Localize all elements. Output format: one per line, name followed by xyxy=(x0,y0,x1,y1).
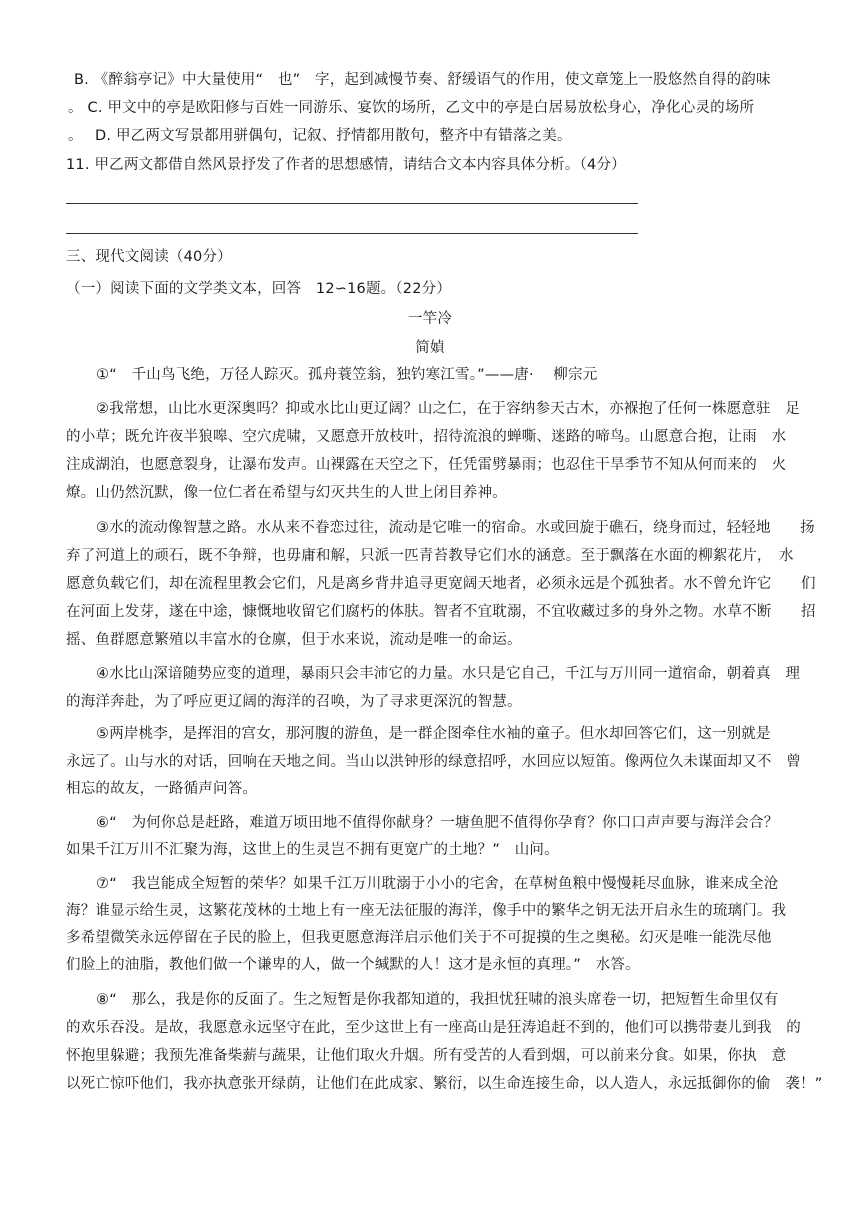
subsection-heading: （一）阅读下面的文学类文本，回答 12∽16题。（22分） xyxy=(66,281,452,297)
paragraph-4-line-1: ④水比山深谙随势应变的道理，暴雨只会丰沛它的力量。水只是它自己，千江与万川同一道宿命，朝着真 理 xyxy=(96,666,801,682)
paragraph-8-line-1: ⑧“ 那么，我是你的反面了。生之短暂是你我都知道的，我担忧狂啸的浪头席卷一切，把短暂生命里仅有 xyxy=(96,992,779,1008)
paragraph-2-line-1: ②我常想，山比水更深奥吗？抑或水比山更辽阔？山之仁，在于容纳参天古木，亦褓抱了任何一株愿意驻 足 xyxy=(96,401,801,417)
article-author: 简媜 xyxy=(415,340,445,356)
paragraph-3-line-4: 在河面上发芽，遂在中途，慷慨地收留它们腐朽的体肤。智者不宜耽溺，不宜收藏过多的身外之物。水草不断 招 xyxy=(66,604,816,620)
paragraph-5-line-2: 永远了。山与水的对话，回响在天地之间。当山以洪钟形的绿意招呼，水回应以短笛。像两位久未谋面却又不 曾 xyxy=(66,754,801,770)
paragraph-7-line-1: ⑦“ 我岂能成全短暂的荣华？如果千江万川耽溺于小小的宅舍，在草树鱼粮中慢慢耗尽血脉，谁来成全沧 xyxy=(96,876,779,892)
option-b: B. 《醉翁亭记》中大量使用“ 也” 字，起到减慢节奏、舒缓语气的作用，使文章笼上一股悠然自得的韵味 xyxy=(74,72,771,88)
option-d: 。 D. 甲乙两文写景都用骈偶句，记叙、抒情都用散句，整齐中有错落之美。 xyxy=(68,128,572,144)
paragraph-6-line-2: 如果千江万川不汇聚为海，这世上的生灵岂不拥有更宽广的土地？” 山问。 xyxy=(66,842,559,858)
paragraph-8-line-2: 的欢乐吞没。是故，我愿意永远坚守在此，至少这世上有一座高山是狂涛追赶不到的，他们可以携带妻儿到我 的 xyxy=(66,1020,801,1036)
paragraph-3-line-3: 愿意负载它们，却在流程里教会它们，凡是离乡背井追寻更宽阔天地者，必须永远是个孤独者。水不曾允许它 们 xyxy=(66,576,816,592)
paragraph-3-line-2: 弃了河道上的顽石，既不争辩，也毋庸和解，只派一匹青苔教导它们水的涵意。至于飘落在水面的柳絮花片， 水 xyxy=(66,548,794,564)
paragraph-8-line-4: 以死亡惊吓他们，我亦执意张开绿荫，让他们在此成家、繁衍，以生命连接生命，以人造人，永远抵御你的偷 袭！” xyxy=(66,1076,823,1092)
paragraph-2-line-4: 燎。山仍然沉默，像一位仁者在希望与幻灭共生的人世上闭目养神。 xyxy=(66,485,507,501)
answer-line-1[interactable] xyxy=(66,203,638,204)
paragraph-2-line-2: 的小草；既允许夜半狼嗥、空穴虎啸，又愿意开放枝叶，招待流浪的蝉嘶、迷路的啼鸟。山愿意合抱，让雨 水 xyxy=(66,429,787,445)
paragraph-1-line-1: ①“ 千山鸟飞绝，万径人踪灭。孤舟蓑笠翁，独钓寒江雪。”——唐· 柳宗元 xyxy=(96,367,598,383)
paragraph-7-line-3: 多希望微笑永远停留在子民的脸上，但我更愿意海洋启示他们关于不可捉摸的生之奥秘。幻灭是唯一能洗尽他 xyxy=(66,930,772,946)
answer-line-2[interactable] xyxy=(66,233,638,234)
paragraph-6-line-1: ⑥“ 为何你总是赶路，难道万顷田地不值得你献身？一塘鱼肥不值得你孕育？你口口声声要与海洋会合？ xyxy=(96,815,779,831)
paragraph-3-line-5: 摇、鱼群愿意繁殖以丰富水的仓廪，但于水来说，流动是唯一的命运。 xyxy=(66,632,522,648)
paragraph-7-line-4: 们脸上的油脂，教他们做一个谦卑的人，做一个缄默的人！这才是永恒的真理。” 水答。 xyxy=(66,957,640,973)
paragraph-3-line-1: ③水的流动像智慧之路。水从来不眷恋过往，流动是它唯一的宿命。水或回旋于礁石，绕身而过，轻轻地 扬 xyxy=(96,520,815,536)
section-heading: 三、现代文阅读（40分） xyxy=(66,249,232,265)
paragraph-4-line-2: 的海洋奔赴，为了呼应更辽阔的海洋的召唤，为了寻求更深沉的智慧。 xyxy=(66,694,522,710)
paragraph-5-line-1: ⑤两岸桃李，是挥泪的宫女，那河腹的游鱼，是一群企图牵住水袖的童子。但水却回答它们，这一别就是 xyxy=(96,726,771,742)
paragraph-7-line-2: 海？谁显示给生灵，这繁花茂林的土地上有一座无法征服的海洋，像手中的繁华之钥无法开启永生的琉璃门。我 xyxy=(66,903,787,919)
option-c: 。 C. 甲文中的亭是欧阳修与百姓一同游乐、宴饮的场所，乙文中的亭是白居易放松身心，净化心灵的场所 xyxy=(68,100,755,116)
paragraph-2-line-3: 注成湖泊，也愿意裂身，让瀑布发声。山裸露在天空之下，任凭雷劈暴雨；也忍住干旱季节不知从何而来的 火 xyxy=(66,457,787,473)
question-11: 11. 甲乙两文都借自然风景抒发了作者的思想感情，请结合文本内容具体分析。（4分） xyxy=(66,157,626,173)
paragraph-8-line-3: 怀抱里躲避；我预先准备柴薪与蔬果，让他们取火升烟。所有受苦的人看到烟，可以前来分食。如果，你执 意 xyxy=(66,1048,787,1064)
article-title: 一竿冷 xyxy=(407,311,453,327)
paragraph-5-line-3: 相忘的故友，一路循声问答。 xyxy=(66,781,258,797)
